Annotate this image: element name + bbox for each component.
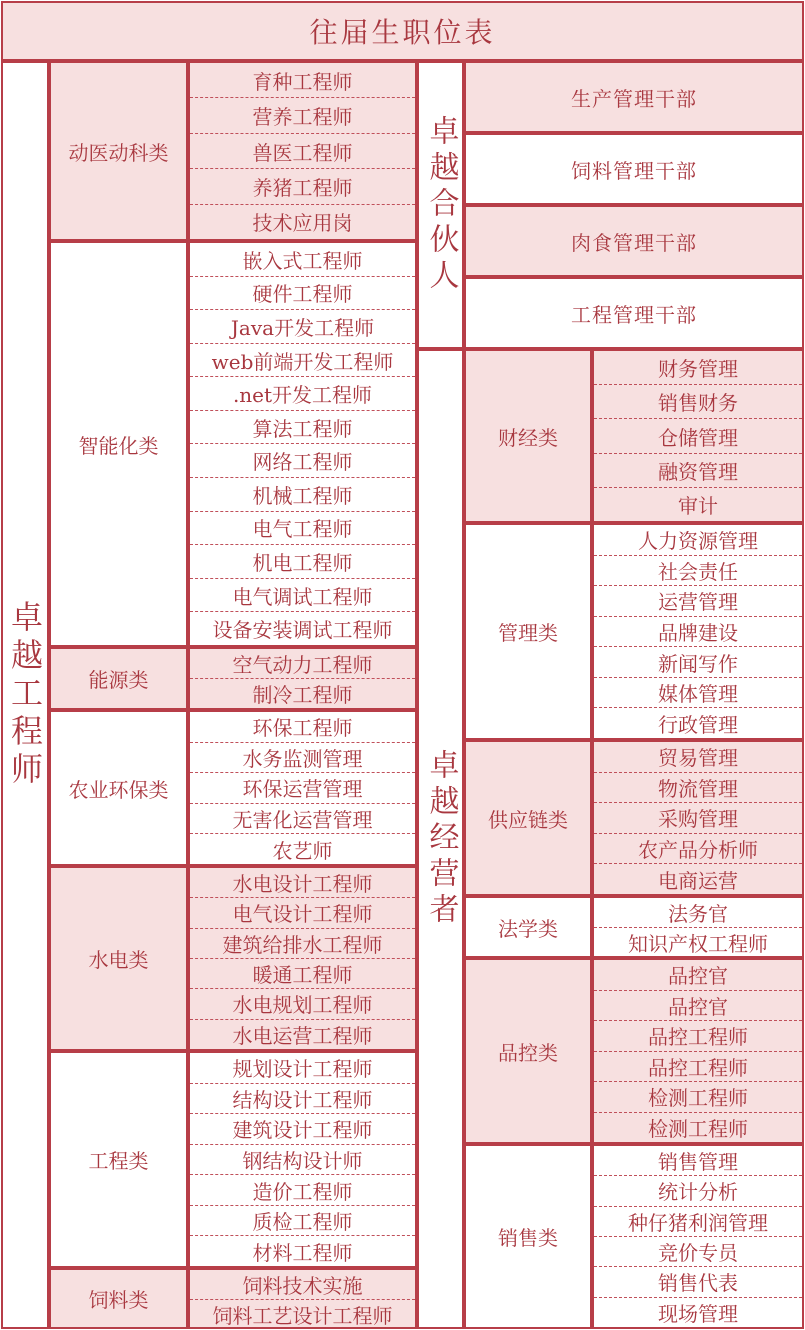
- list-item: 养猪工程师: [190, 169, 415, 204]
- list-item: 销售代表: [594, 1267, 802, 1297]
- category-quality-control: 品控类: [464, 958, 592, 1144]
- list-management: [592, 523, 804, 740]
- list-item: 规划设计工程师: [190, 1053, 415, 1084]
- list-item: 机电工程师: [190, 545, 415, 579]
- list-item: 品牌建设: [594, 617, 802, 648]
- list-item: 电商运营: [658, 868, 738, 893]
- list-quality-control: [592, 958, 804, 1144]
- list-item: 行政管理: [658, 712, 738, 737]
- category-feed: 饲料类: [49, 1268, 188, 1329]
- list-item: 算法工程师: [190, 411, 415, 445]
- list-item: 水电设计工程师: [190, 868, 415, 898]
- list-agri-env: [188, 710, 417, 866]
- list-item: 嵌入式工程师: [190, 243, 415, 277]
- list-item: 水电运营工程师: [232, 1023, 373, 1048]
- program-label-manager: [417, 349, 464, 1329]
- list-item: 育种工程师: [190, 63, 415, 98]
- list-item: 水务监测管理: [190, 743, 415, 774]
- list-item: 知识产权工程师: [628, 932, 768, 956]
- list-item: 钢结构设计师: [190, 1145, 415, 1176]
- list-item: 媒体管理: [594, 678, 802, 709]
- list-item: 质检工程师: [190, 1206, 415, 1237]
- list-item: 造价工程师: [190, 1175, 415, 1206]
- list-item: 水电规划工程师: [190, 989, 415, 1019]
- list-item: Java开发工程师: [190, 310, 415, 344]
- list-item: 检测工程师: [594, 1082, 802, 1113]
- category-law: 法学类: [464, 896, 592, 958]
- list-item: 电气设计工程师: [190, 898, 415, 928]
- category-engineering: 工程类: [49, 1051, 188, 1268]
- list-item: 营养工程师: [190, 98, 415, 133]
- category-agri-env: 农业环保类: [49, 710, 188, 866]
- list-engineering: [188, 1051, 417, 1268]
- list-item: 审计: [678, 493, 718, 518]
- list-item: 仓储管理: [594, 419, 802, 453]
- category-hydro: 水电类: [49, 866, 188, 1051]
- list-item: 统计分析: [594, 1176, 802, 1206]
- list-intelligent: [188, 241, 417, 647]
- category-intelligent: 智能化类: [49, 241, 188, 647]
- list-item: 采购管理: [594, 803, 802, 834]
- list-item: 饲料工艺设计工程师: [212, 1304, 393, 1328]
- list-law: [592, 896, 804, 958]
- list-item: 环保运营管理: [190, 773, 415, 804]
- list-item: 物流管理: [594, 773, 802, 804]
- list-item: 兽医工程师: [190, 134, 415, 169]
- program-label-manager-text: 卓越经营者: [423, 749, 459, 929]
- list-item: 融资管理: [594, 454, 802, 488]
- list-item: 环保工程师: [190, 712, 415, 743]
- partner-role-meat: 肉食管理干部: [464, 205, 804, 277]
- list-item: 种仔猪利润管理: [594, 1207, 802, 1237]
- list-item: 机械工程师: [190, 478, 415, 512]
- list-item: 硬件工程师: [190, 277, 415, 311]
- partner-role-feed: 饲料管理干部: [464, 133, 804, 205]
- category-supply-chain: 供应链类: [464, 740, 592, 896]
- list-item: 饲料技术实施: [190, 1270, 415, 1300]
- list-item: 贸易管理: [594, 742, 802, 773]
- list-item: 品控官: [594, 960, 802, 991]
- list-item: 品控官: [594, 991, 802, 1022]
- list-finance: [592, 349, 804, 523]
- list-supply-chain: [592, 740, 804, 896]
- partner-role-production: 生产管理干部: [464, 61, 804, 133]
- partner-role-engineering: 工程管理干部: [464, 277, 804, 349]
- list-item: 人力资源管理: [594, 525, 802, 556]
- list-item: 农艺师: [272, 838, 333, 863]
- list-item: 网络工程师: [190, 444, 415, 478]
- list-item: web前端开发工程师: [190, 344, 415, 378]
- list-hydro: [188, 866, 417, 1051]
- page-title: 往届生职位表: [1, 1, 804, 61]
- list-item: 销售财务: [594, 385, 802, 419]
- category-sales: 销售类: [464, 1144, 592, 1329]
- list-item: 建筑给排水工程师: [190, 929, 415, 959]
- category-finance: 财经类: [464, 349, 592, 523]
- list-item: 暖通工程师: [190, 959, 415, 989]
- list-item: 财务管理: [594, 351, 802, 385]
- program-label-engineer: [1, 61, 49, 1329]
- program-label-partner: [417, 61, 464, 349]
- list-item: 运营管理: [594, 586, 802, 617]
- list-item: .net开发工程师: [190, 377, 415, 411]
- list-item: 空气动力工程师: [190, 649, 415, 679]
- list-item: 农产品分析师: [594, 834, 802, 865]
- category-management: 管理类: [464, 523, 592, 740]
- list-item: 结构设计工程师: [190, 1084, 415, 1115]
- list-item: 电气调试工程师: [190, 579, 415, 613]
- list-item: 销售管理: [594, 1146, 802, 1176]
- list-feed: [188, 1268, 417, 1329]
- list-energy: [188, 647, 417, 710]
- program-label-partner-text: 卓越合伙人: [423, 115, 459, 295]
- list-item: 竞价专员: [594, 1237, 802, 1267]
- list-item: 法务官: [594, 898, 802, 928]
- list-item: 检测工程师: [648, 1116, 748, 1141]
- category-energy: 能源类: [49, 647, 188, 710]
- list-animal-medicine: [188, 61, 417, 241]
- category-animal-medicine: 动医动科类: [49, 61, 188, 241]
- list-item: 电气工程师: [190, 512, 415, 546]
- list-item: 制冷工程师: [252, 683, 353, 707]
- list-item: 现场管理: [658, 1301, 738, 1326]
- list-item: 品控工程师: [594, 1052, 802, 1083]
- list-item: 社会责任: [594, 556, 802, 587]
- list-item: 技术应用岗: [252, 211, 353, 236]
- list-item: 新闻写作: [594, 647, 802, 678]
- list-item: 品控工程师: [594, 1021, 802, 1052]
- list-sales: [592, 1144, 804, 1329]
- list-item: 建筑设计工程师: [190, 1114, 415, 1145]
- program-label-engineer-text: 卓越工程师: [6, 600, 44, 790]
- list-item: 材料工程师: [252, 1240, 353, 1265]
- list-item: 设备安装调试工程师: [212, 618, 393, 643]
- list-item: 无害化运营管理: [190, 804, 415, 835]
